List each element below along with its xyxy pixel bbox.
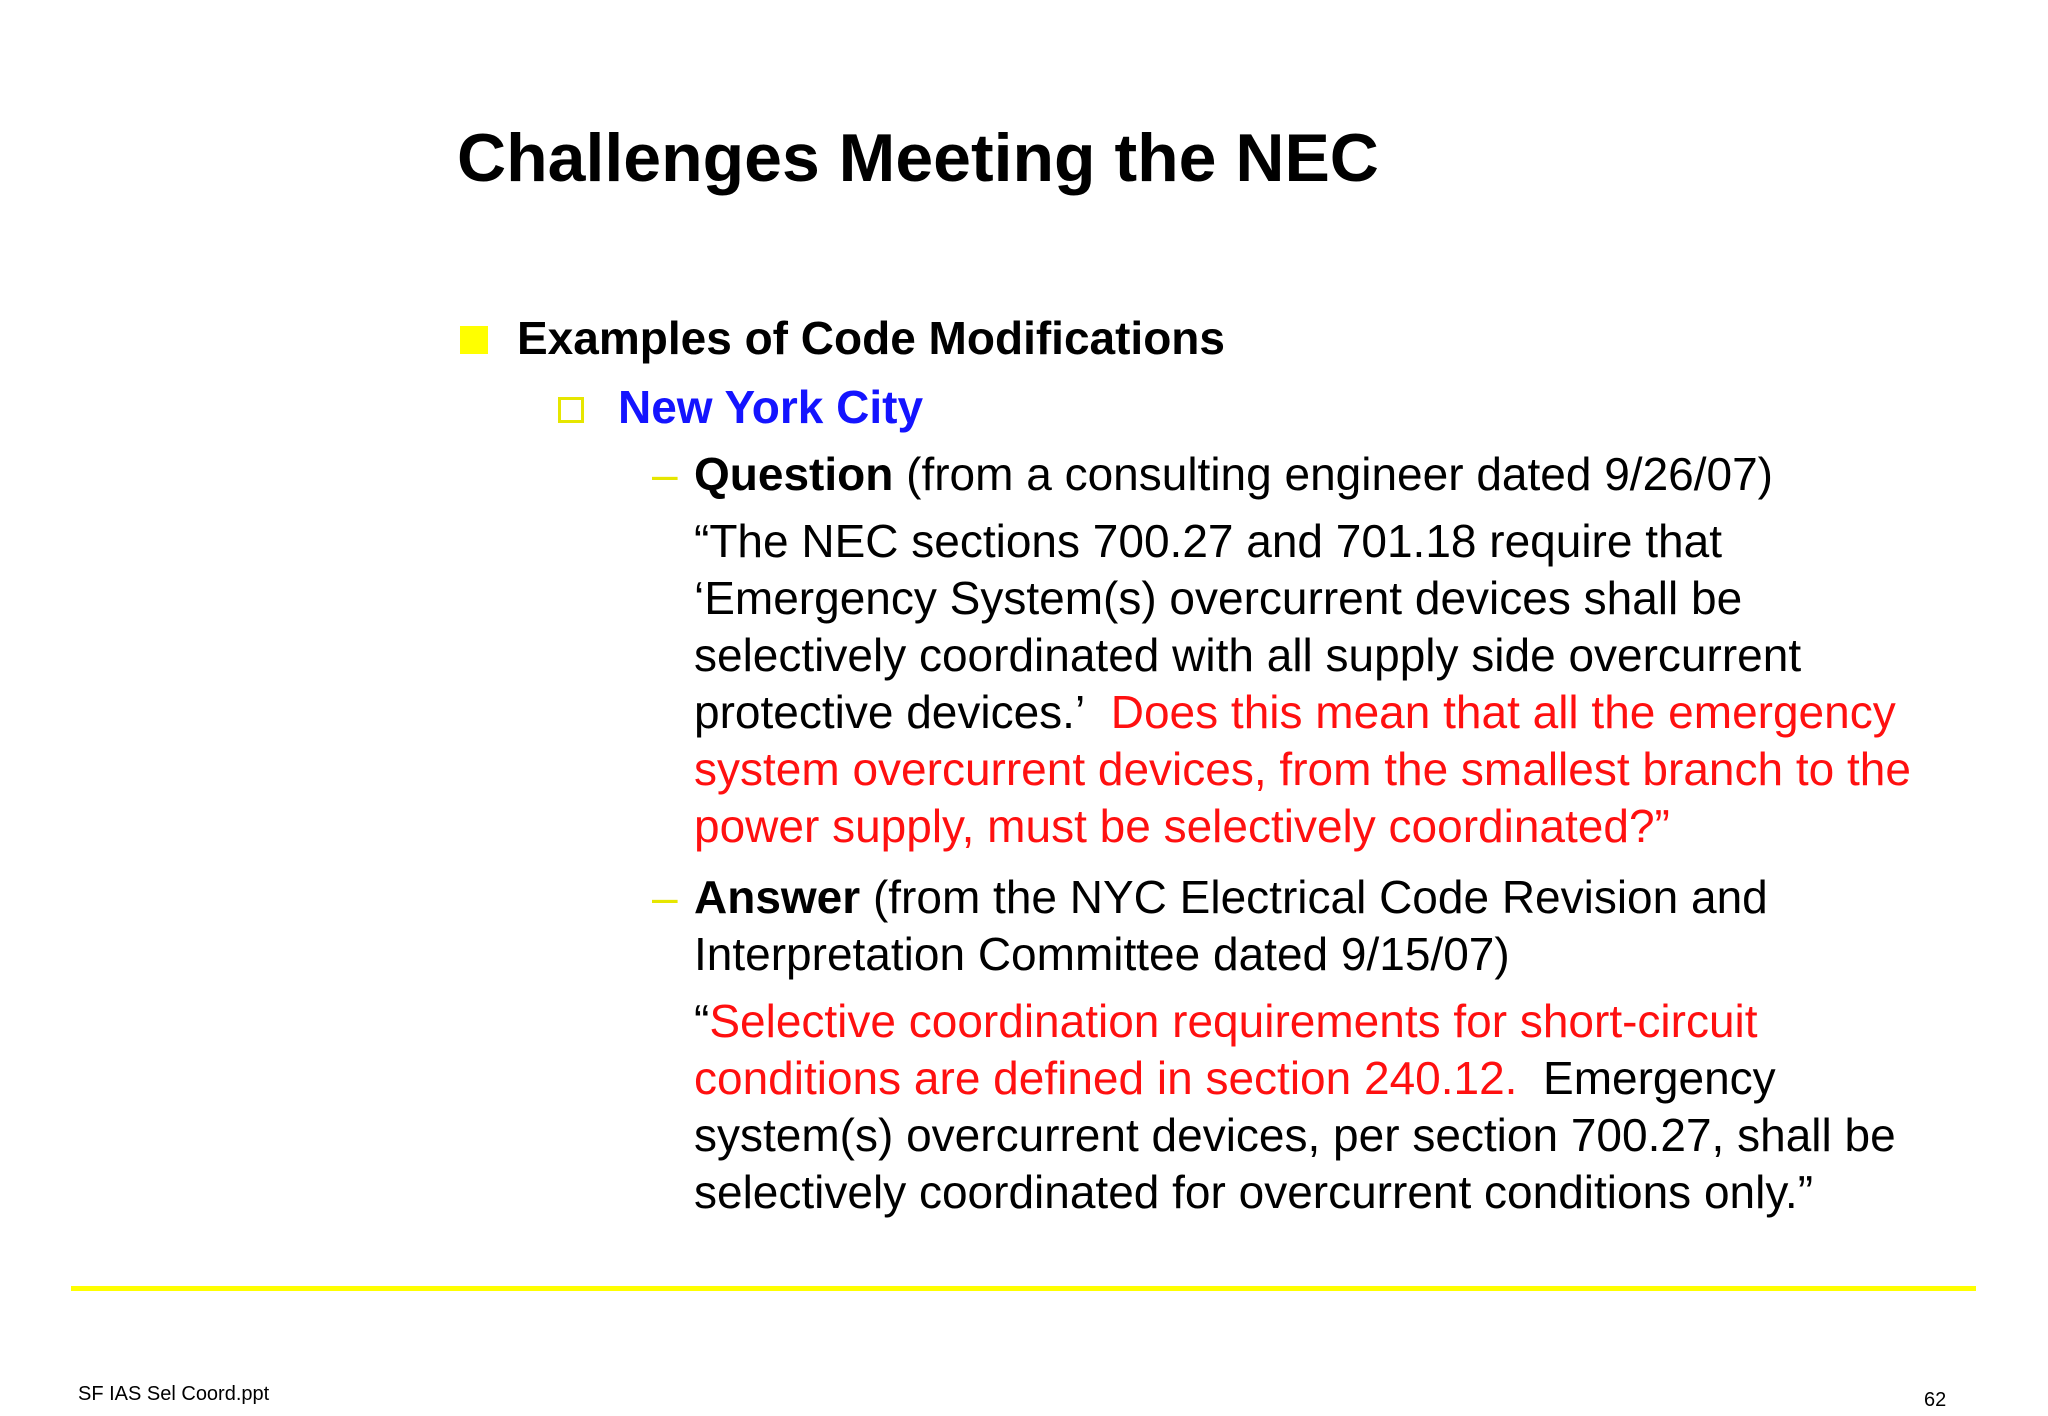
answer-source-line-2: Interpretation Committee dated 9/15/07): [694, 928, 1510, 980]
square-bullet-icon: [460, 326, 488, 354]
sub-bullet-nyc: New York City: [618, 381, 924, 433]
answer-heading-line: [694, 869, 1994, 926]
question-quote: [694, 513, 1994, 855]
question-quote-line-4-black: protective devices.’: [694, 686, 1086, 738]
question-label: Question: [694, 448, 894, 500]
answer-label: Answer: [694, 871, 861, 923]
question-quote-line-6: power supply, must be selectively coordinated?”: [694, 800, 1670, 852]
answer-quote: [694, 993, 1994, 1221]
footer-divider: [71, 1286, 1976, 1291]
question-quote-line-4: [694, 684, 1994, 741]
bullet-examples: Examples of Code Modifications: [517, 312, 1225, 364]
page-number: 62: [1924, 1389, 1947, 1411]
question-quote-line-1: “The NEC sections 700.27 and 701.18 require that: [694, 515, 1722, 567]
answer-block: [694, 869, 1994, 983]
answer-quote-line-1: [694, 993, 1994, 1050]
question-quote-line-4-red: Does this mean that all the emergency: [1110, 686, 1896, 738]
slide-title: Challenges Meeting the NEC: [457, 120, 1379, 196]
question-heading-line: [694, 446, 1994, 503]
footer-filename: SF IAS Sel Coord.ppt: [78, 1383, 270, 1405]
hollow-square-bullet-icon: [558, 397, 584, 423]
answer-dash-icon: –: [652, 871, 678, 923]
answer-quote-line-3: system(s) overcurrent devices, per section 700.27, shall be: [694, 1109, 1896, 1161]
question-block: [694, 446, 1994, 503]
answer-quote-line-2-red: conditions are defined in section 240.12.: [694, 1052, 1518, 1104]
question-quote-line-3: selectively coordinated with all supply side overcurrent: [694, 629, 1802, 681]
answer-quote-line-2-black: Emergency: [1543, 1052, 1776, 1104]
answer-quote-line-2: [694, 1050, 1994, 1107]
answer-quote-open: “: [694, 995, 710, 1047]
question-source: (from a consulting engineer dated 9/26/07): [906, 448, 1774, 500]
answer-quote-line-1-red: Selective coordination requirements for short-circuit: [709, 995, 1758, 1047]
question-quote-line-2: ‘Emergency System(s) overcurrent devices shall be: [694, 572, 1743, 624]
question-dash-icon: –: [652, 448, 678, 500]
question-quote-line-5: system overcurrent devices, from the smallest branch to the: [694, 743, 1911, 795]
answer-source-line-1: (from the NYC Electrical Code Revision and: [872, 871, 1768, 923]
answer-quote-line-4: selectively coordinated for overcurrent conditions only.”: [694, 1166, 1814, 1218]
